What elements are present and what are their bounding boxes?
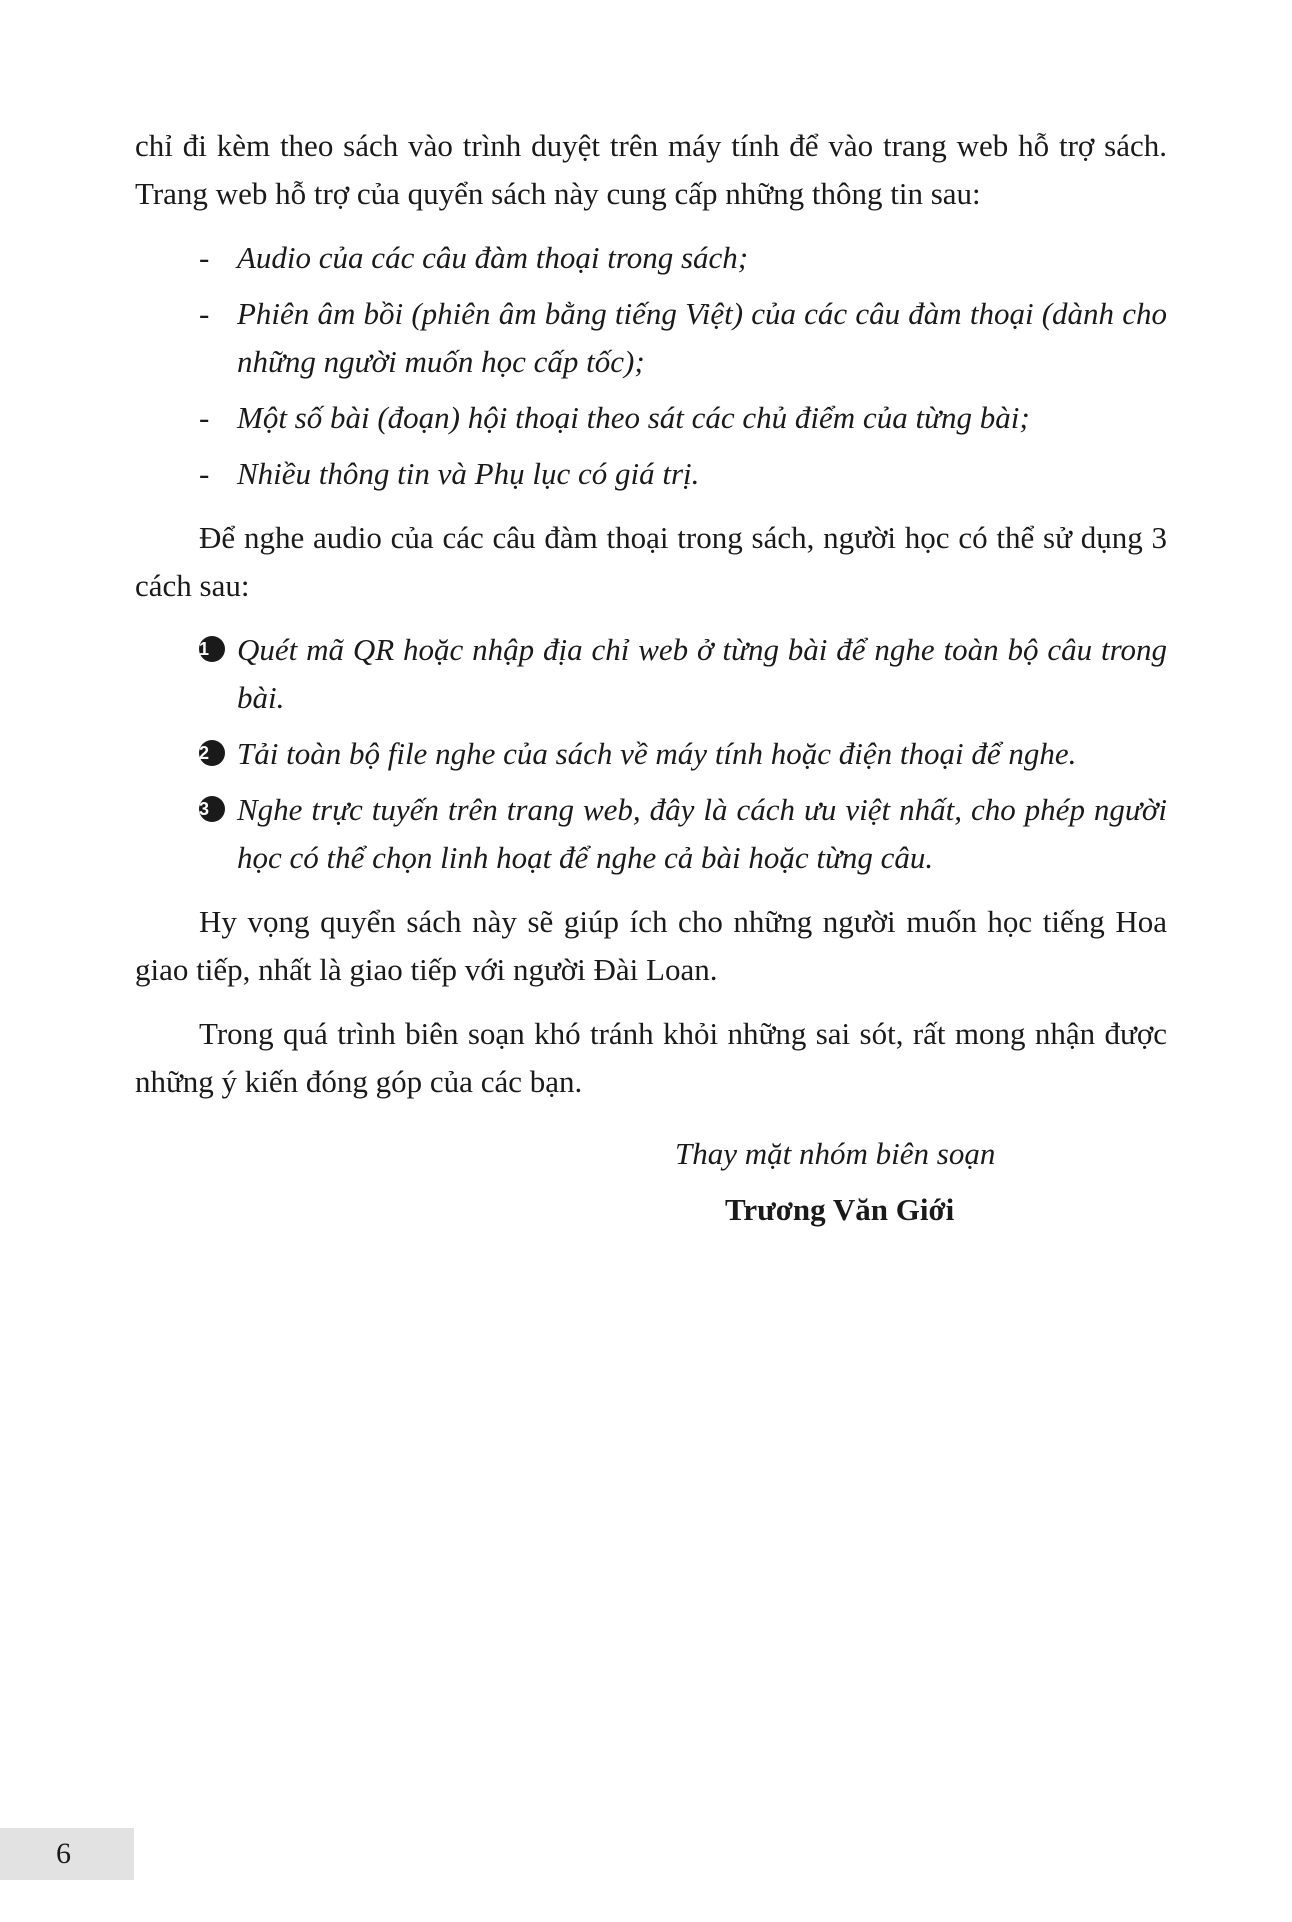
list-item bbox=[135, 786, 1167, 882]
signature-name: Trương Văn Giới bbox=[725, 1192, 955, 1227]
page-number-tab bbox=[0, 1828, 134, 1880]
number-circle-icon: 1 bbox=[199, 636, 225, 662]
list-item bbox=[135, 626, 1167, 722]
dash-marker: - bbox=[199, 456, 210, 491]
page-number: 6 bbox=[56, 1837, 71, 1870]
list-item bbox=[135, 234, 1167, 282]
list-item-text: Phiên âm bồi (phiên âm bằng tiếng Việt) của các câu đàm thoại (dành cho những người muốn học cấp tốc); bbox=[237, 296, 1167, 379]
page-body bbox=[135, 122, 1167, 1250]
signature-block bbox=[135, 1130, 1167, 1250]
list-item-text: Một số bài (đoạn) hội thoại theo sát các chủ điểm của từng bài; bbox=[237, 400, 1030, 435]
dash-marker: - bbox=[199, 400, 210, 435]
list-item bbox=[135, 730, 1167, 778]
paragraph-hope: Hy vọng quyển sách này sẽ giúp ích cho những người muốn học tiếng Hoa giao tiếp, nhất là giao tiếp với người Đài Loan. bbox=[135, 904, 1167, 987]
number-circle-icon: 3 bbox=[199, 796, 225, 822]
list-item-text: Nhiều thông tin và Phụ lục có giá trị. bbox=[237, 456, 700, 491]
paragraph-intro-continuation: chỉ đi kèm theo sách vào trình duyệt trên máy tính để vào trang web hỗ trợ sách. Trang web hỗ trợ của quyển sách này cung cấp những thông tin sau: bbox=[135, 128, 1167, 211]
dash-marker: - bbox=[199, 296, 210, 331]
list-item bbox=[135, 394, 1167, 442]
list-item-text: Audio của các câu đàm thoại trong sách; bbox=[237, 240, 749, 275]
website-features-list bbox=[135, 234, 1167, 498]
signature-role: Thay mặt nhóm biên soạn bbox=[675, 1136, 996, 1171]
list-item-text: Tải toàn bộ file nghe của sách về máy tính hoặc điện thoại để nghe. bbox=[237, 736, 1077, 771]
audio-methods-list bbox=[135, 626, 1167, 882]
paragraph-feedback: Trong quá trình biên soạn khó tránh khỏi những sai sót, rất mong nhận được những ý kiến đóng góp của các bạn. bbox=[135, 1016, 1167, 1099]
dash-marker: - bbox=[199, 240, 210, 275]
number-circle-icon: 2 bbox=[199, 740, 225, 766]
paragraph-audio-methods: Để nghe audio của các câu đàm thoại trong sách, người học có thể sử dụng 3 cách sau: bbox=[135, 520, 1167, 603]
list-item bbox=[135, 290, 1167, 386]
list-item-text: Quét mã QR hoặc nhập địa chỉ web ở từng bài để nghe toàn bộ câu trong bài. bbox=[237, 632, 1167, 715]
list-item bbox=[135, 450, 1167, 498]
list-item-text: Nghe trực tuyến trên trang web, đây là cách ưu việt nhất, cho phép người học có thể chọn linh hoạt để nghe cả bài hoặc từng câu. bbox=[237, 792, 1167, 875]
